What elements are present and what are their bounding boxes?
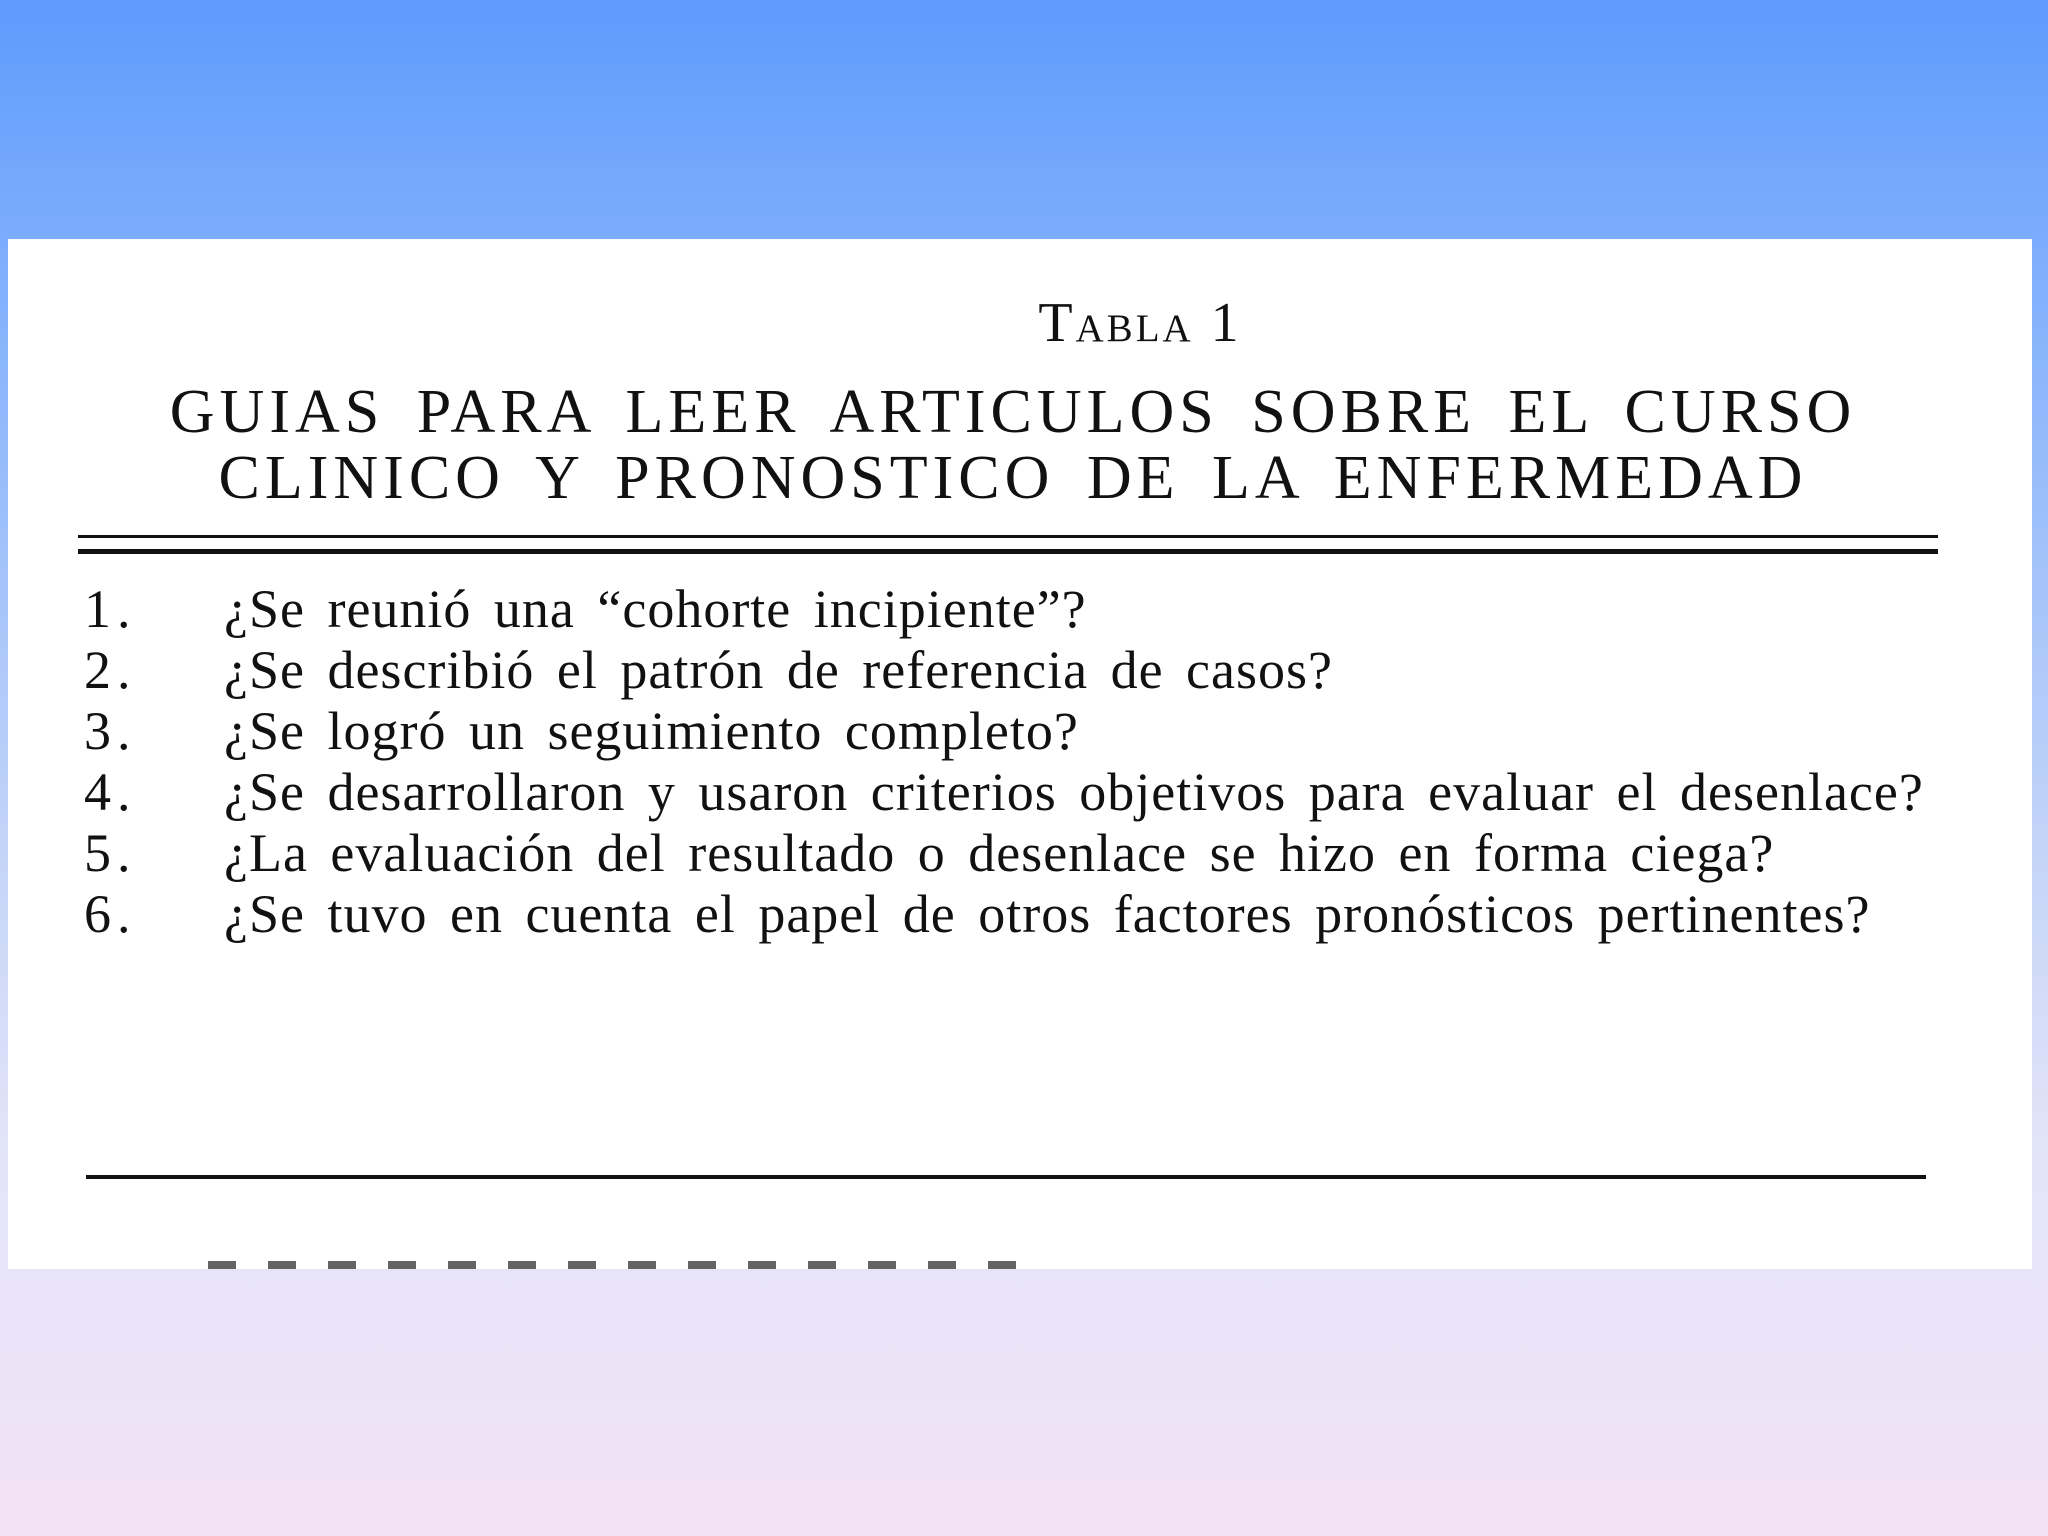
item-number: 1. — [84, 579, 137, 639]
item-number: 3. — [84, 701, 137, 761]
item-text: ¿Se reunió una “cohorte incipiente”? — [224, 579, 1087, 639]
item-number: 4. — [84, 762, 137, 822]
item-number: 5. — [84, 823, 137, 883]
list-item — [84, 823, 1940, 884]
item-text: ¿Se describió el patrón de referencia de casos? — [224, 640, 1333, 700]
table-label: Tabla 1 — [1038, 292, 1242, 354]
item-text: ¿Se tuvo en cuenta el papel de otros factores pronósticos pertinentes? — [224, 884, 1871, 944]
cropped-text-fragment — [208, 1261, 1028, 1269]
item-text: ¿La evaluación del resultado o desenlace se hizo en forma ciega? — [224, 823, 1775, 883]
list-item — [84, 762, 1940, 823]
item-number: 2. — [84, 640, 137, 700]
bottom-rule — [86, 1175, 1926, 1179]
guide-list — [84, 579, 1940, 945]
table-title — [82, 379, 1944, 511]
list-item — [84, 701, 1940, 762]
top-rule-thin — [78, 535, 1938, 538]
list-item — [84, 579, 1940, 640]
item-text: ¿Se logró un seguimiento completo? — [224, 701, 1079, 761]
title-line-1: GUIAS PARA LEER ARTICULOS SOBRE EL CURSO — [169, 378, 1857, 446]
scanned-table-image — [8, 239, 2032, 1269]
item-number: 6. — [84, 884, 137, 944]
title-line-2: CLINICO Y PRONOSTICO DE LA ENFERMEDAD — [218, 444, 1808, 512]
item-text: ¿Se desarrollaron y usaron criterios objetivos para evaluar el desenlace? — [224, 762, 1924, 822]
top-rule-thick — [78, 549, 1938, 554]
list-item — [84, 884, 1940, 945]
list-item — [84, 640, 1940, 701]
